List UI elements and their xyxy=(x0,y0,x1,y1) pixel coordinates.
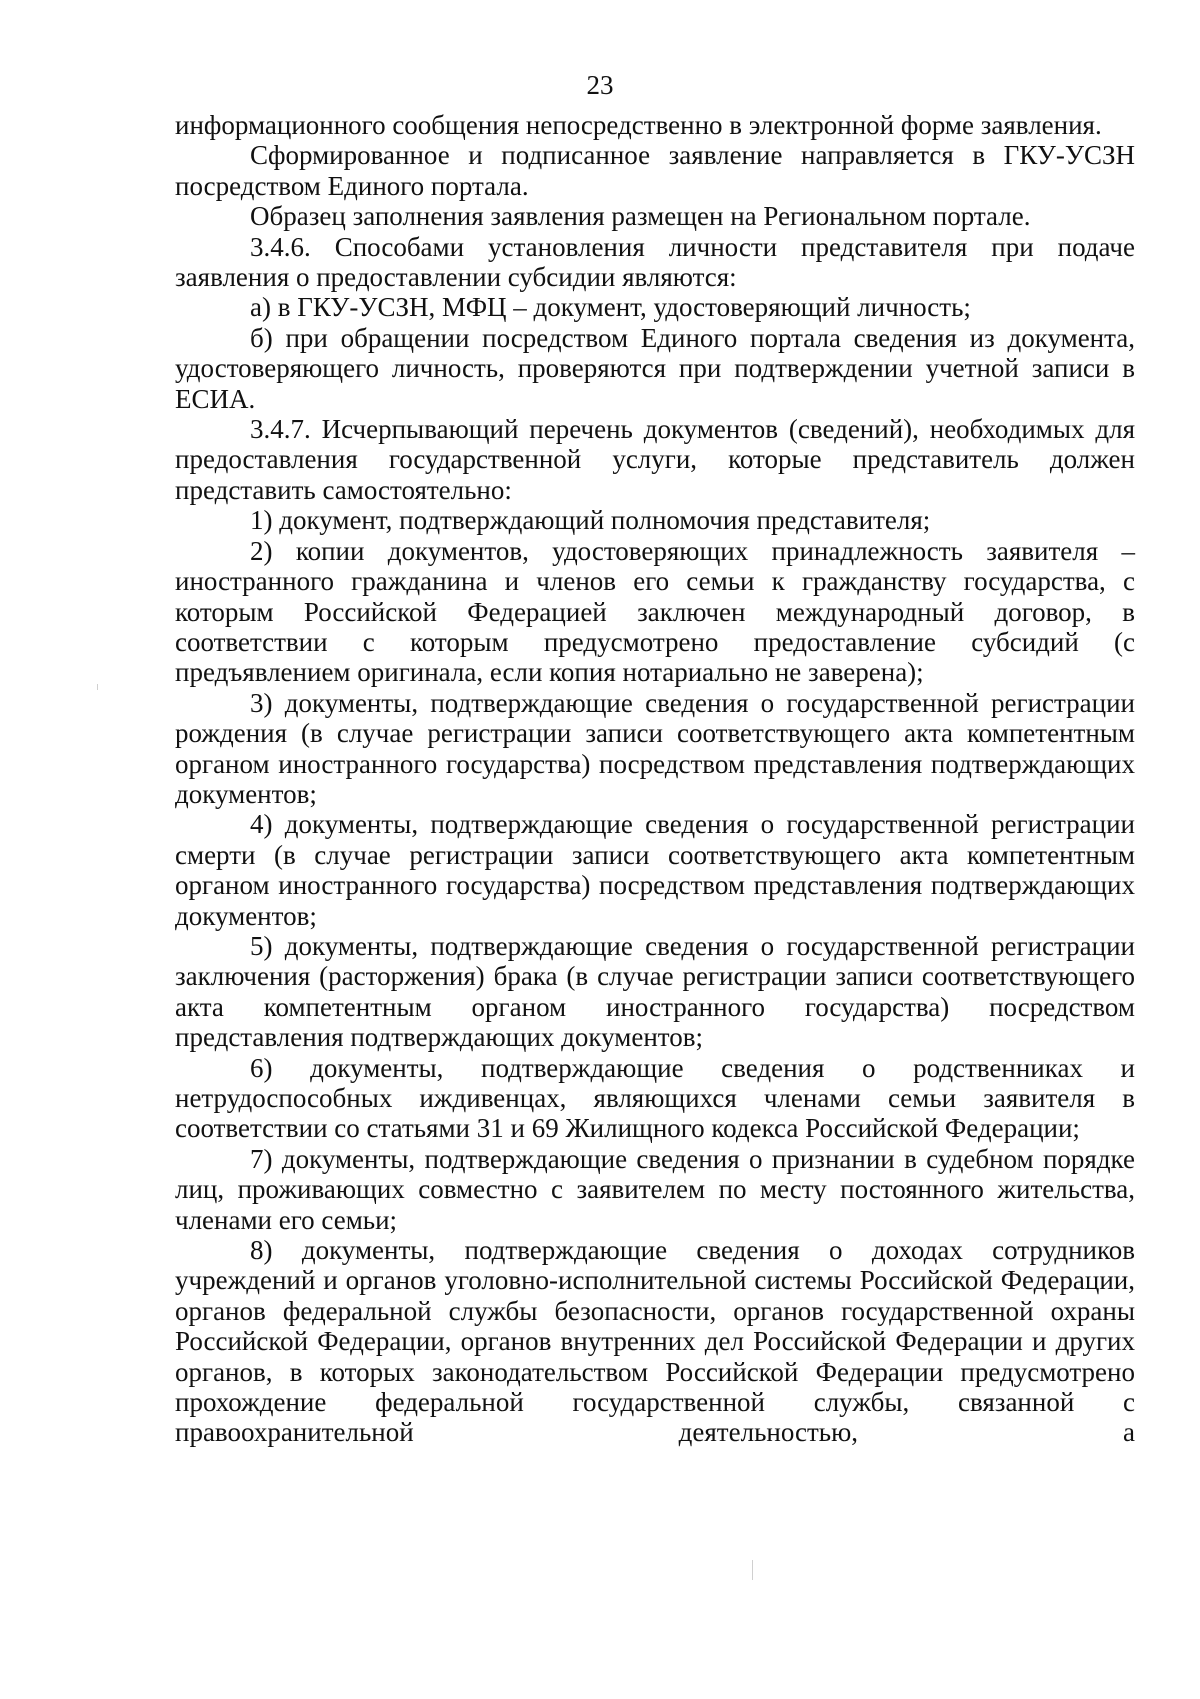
list-item-7: 7) документы, подтверждающие сведения о признании в судебном порядке лиц, проживающих совместно с заявителем по месту постоянного жительства, членами его семьи; xyxy=(175,1143,1135,1235)
paragraph-3-4-6: 3.4.6. Способами установления личности представителя при подаче заявления о предоставлении субсидии являются: xyxy=(175,231,1135,293)
list-item-2: 2) копии документов, удостоверяющих принадлежность заявителя – иностранного гражданина и членов его семьи к гражданству государства, с которым Российской Федерацией заключен международный договор, в соответствии с которым предусмотрено предоставление субсидий (с предъявлением оригинала, если копия нотариально не заверена); xyxy=(175,535,1135,688)
paragraph-continuation: информационного сообщения непосредственно в электронной форме заявления. xyxy=(175,110,1102,140)
paragraph-3-4-7: 3.4.7. Исчерпывающий перечень документов (сведений), необходимых для предоставления государственной услуги, которые представитель должен представить самостоятельно: xyxy=(175,414,1135,505)
page-number: 23 xyxy=(586,70,614,100)
list-item-3: 3) документы, подтверждающие сведения о государственной регистрации рождения (в случае регистрации записи соответствующего акта компетентным органом иностранного государства) посредством представления подтверждающих документов; xyxy=(175,687,1135,809)
list-item-a: а) в ГКУ-УСЗН, МФЦ – документ, удостоверяющий личность; xyxy=(250,292,971,323)
scan-artifact xyxy=(97,684,98,690)
list-item-4: 4) документы, подтверждающие сведения о государственной регистрации смерти (в случае регистрации записи соответствующего акта компетентным органом иностранного государства) посредством представления подтверждающих документов; xyxy=(175,809,1135,931)
list-item-1: 1) документ, подтверждающий полномочия представителя; xyxy=(250,505,931,536)
list-item-8: 8) документы, подтверждающие сведения о доходах сотрудников учреждений и органов уголовно-исполнительной системы Российской Федерации, органов федеральной службы безопасности, органов государственной охраны Российской Федерации, органов внутренних дел Российской Федерации и других органов, в которых законодательством Российской Федерации предусмотрено прохождение федеральной государственной службы, связанной с правоохранительной деятельностью, а xyxy=(175,1235,1135,1448)
list-item-5: 5) документы, подтверждающие сведения о государственной регистрации заключения (расторжения) брака (в случае регистрации записи соответствующего акта компетентным органом иностранного государства) посредством представления подтверждающих документов; xyxy=(175,930,1135,1053)
paragraph-sample: Образец заполнения заявления размещен на Региональном портале. xyxy=(250,201,1031,232)
list-item-6: 6) документы, подтверждающие сведения о родственниках и нетрудоспособных иждивенцах, являющихся членами семьи заявителя в соответствии со статьями 31 и 69 Жилищного кодекса Российской Федерации; xyxy=(175,1052,1135,1144)
list-item-b: б) при обращении посредством Единого портала сведения из документа, удостоверяющего личность, проверяются при подтверждении учетной записи в ЕСИА. xyxy=(175,322,1135,414)
scan-artifact xyxy=(752,1560,753,1580)
paragraph-submission: Сформированное и подписанное заявление направляется в ГКУ-УСЗН посредством Единого портала. xyxy=(175,140,1135,201)
document-body xyxy=(175,110,1135,1448)
